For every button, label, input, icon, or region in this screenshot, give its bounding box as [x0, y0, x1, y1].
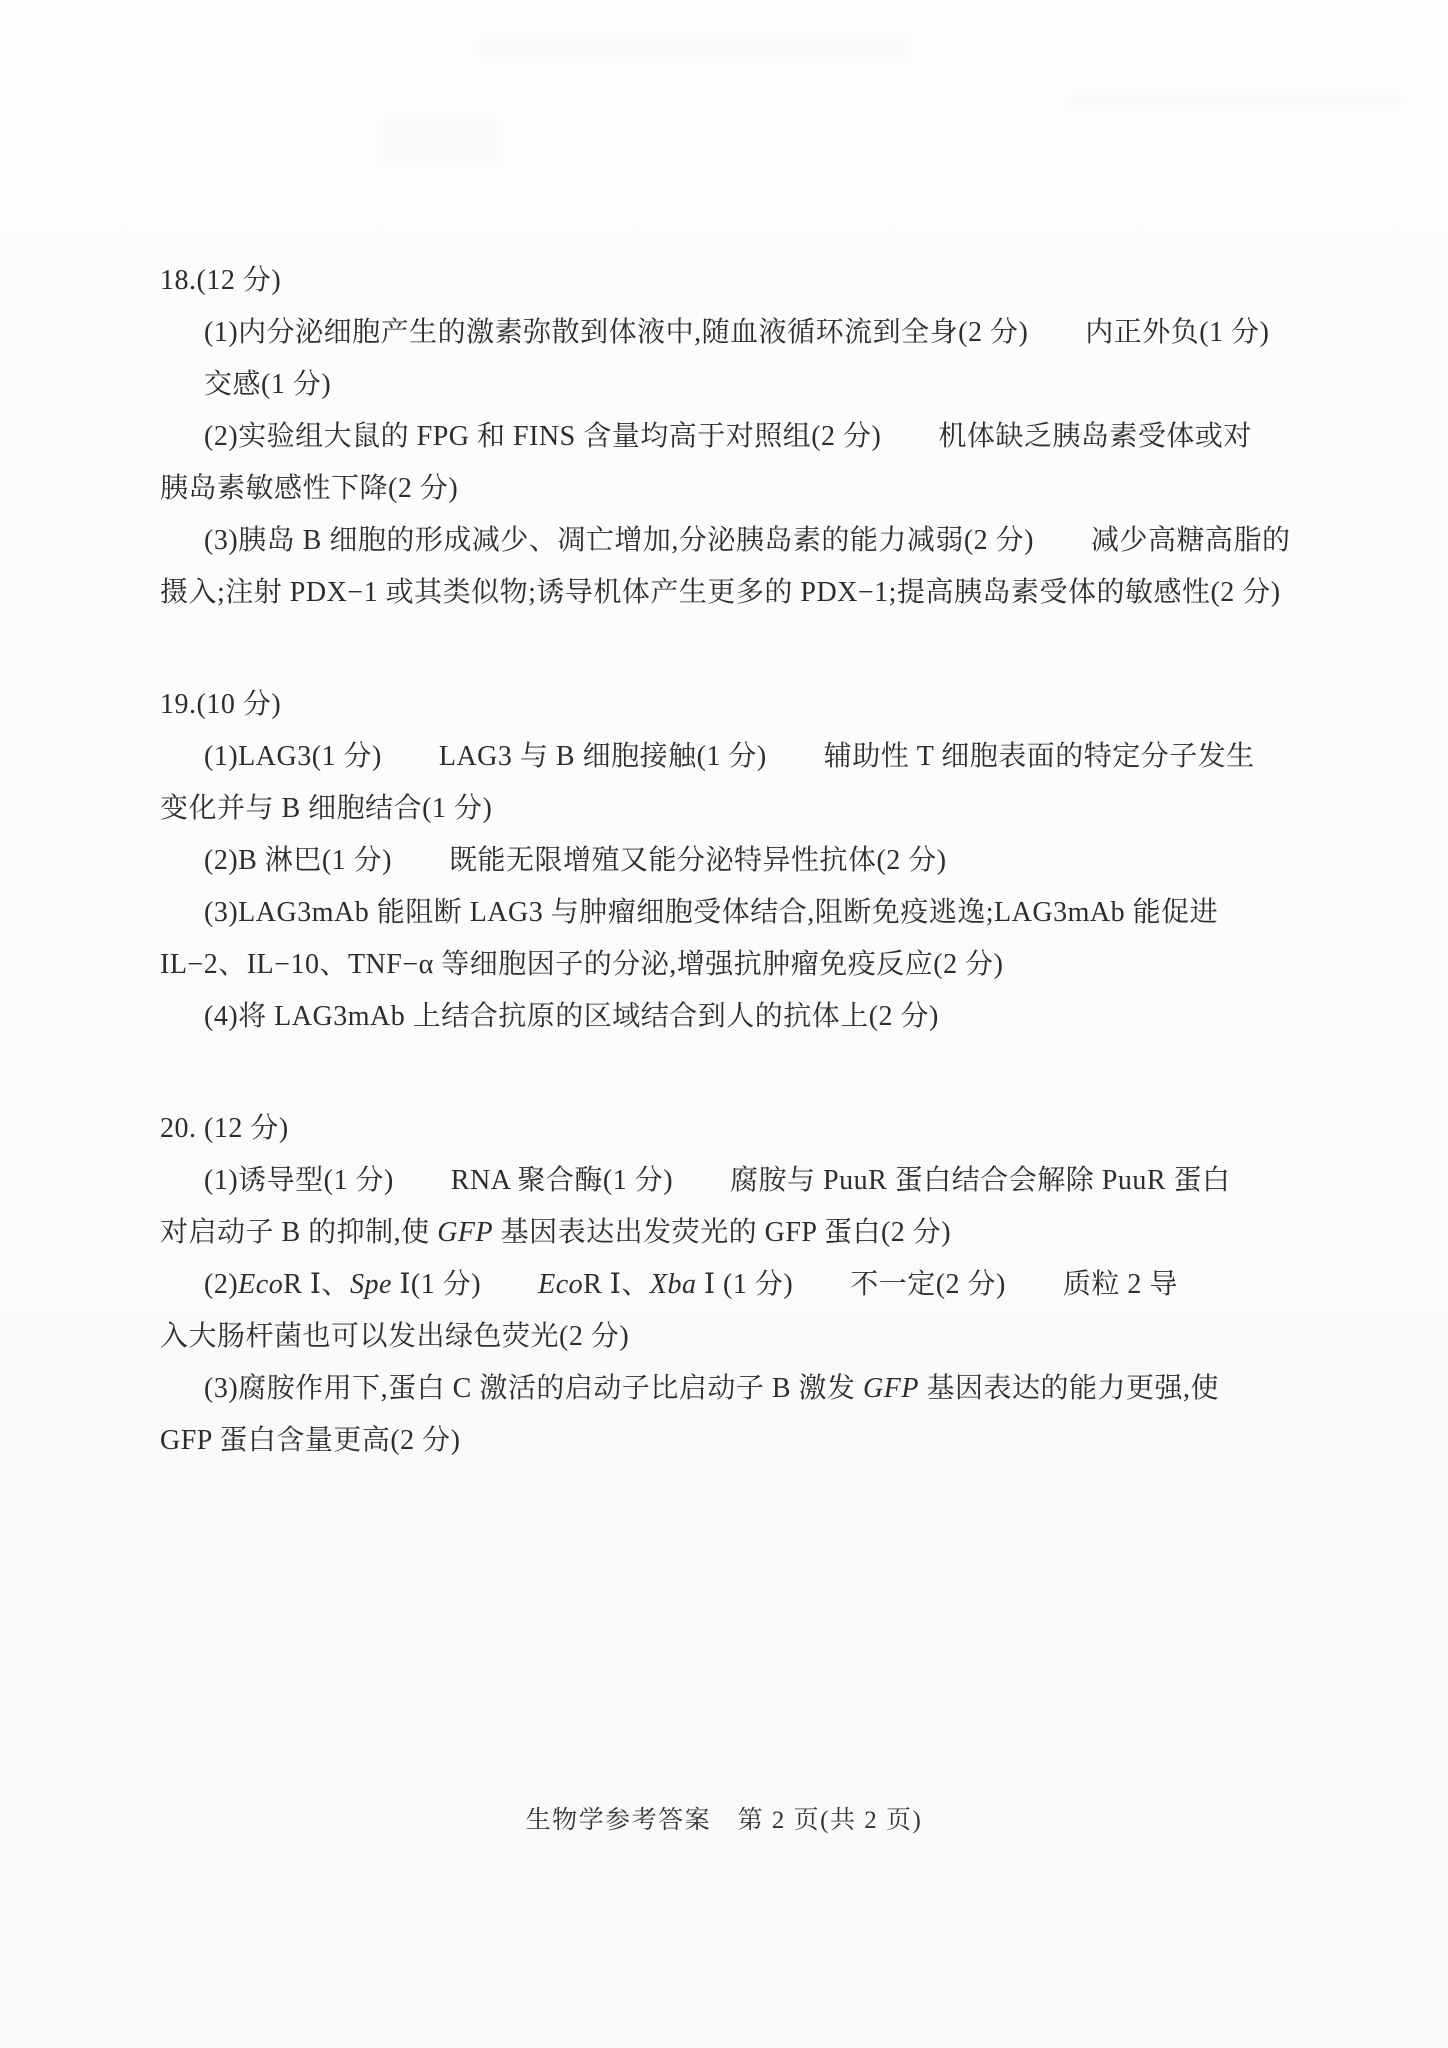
answer-line: 入大肠杆菌也可以发出绿色荧光(2 分)	[160, 1321, 630, 1352]
answer-line: 摄入;注射 PDX−1 或其类似物;诱导机体产生更多的 PDX−1;提高胰岛素受体的敏感性(2 分)	[160, 577, 1281, 608]
scan-bleed-artifact	[380, 120, 500, 160]
answer-line: 变化并与 B 细胞结合(1 分)	[160, 793, 493, 824]
question-18-block	[160, 255, 1308, 619]
answer-line: (3)腐胺作用下,蛋白 C 激活的启动子比启动子 B 激发 GFP 基因表达的能力更强,使	[204, 1373, 1219, 1404]
answer-line: (3)LAG3mAb 能阻断 LAG3 与肿瘤细胞受体结合,阻断免疫逃逸;LAG3mAb 能促进	[204, 897, 1219, 928]
answer-line: (1)诱导型(1 分) RNA 聚合酶(1 分) 腐胺与 PuuR 蛋白结合会解除 PuuR 蛋白	[204, 1165, 1231, 1196]
question-19-block	[160, 679, 1308, 1043]
answer-line: (2)EcoR Ⅰ、Spe Ⅰ(1 分) EcoR Ⅰ、Xba Ⅰ (1 分) 不一定(2 分) 质粒 2 导	[204, 1269, 1178, 1300]
question-20-answers	[160, 1155, 1308, 1467]
answer-line: 交感(1 分)	[204, 369, 332, 400]
question-19-heading: 19.(10 分)	[160, 689, 282, 720]
answer-line: (2)B 淋巴(1 分) 既能无限增殖又能分泌特异性抗体(2 分)	[204, 845, 947, 876]
answer-line: IL−2、IL−10、TNF−α 等细胞因子的分泌,增强抗肿瘤免疫反应(2 分)	[160, 949, 1004, 980]
question-18-heading: 18.(12 分)	[160, 265, 282, 296]
question-20-heading: 20. (12 分)	[160, 1113, 289, 1144]
answer-key-content	[160, 255, 1308, 1467]
page-footer: 生物学参考答案 第 2 页(共 2 页)	[525, 1807, 923, 1834]
question-19-answers	[160, 731, 1308, 1043]
answer-line: 胰岛素敏感性下降(2 分)	[160, 473, 459, 504]
answer-line: (3)胰岛 B 细胞的形成减少、凋亡增加,分泌胰岛素的能力减弱(2 分) 减少高糖高脂的	[204, 525, 1291, 556]
answer-line: (1)LAG3(1 分) LAG3 与 B 细胞接触(1 分) 辅助性 T 细胞表面的特定分子发生	[204, 741, 1255, 772]
scan-bleed-artifact	[1070, 95, 1400, 107]
answer-line: (1)内分泌细胞产生的激素弥散到体液中,随血液循环流到全身(2 分) 内正外负(1 分)	[204, 317, 1270, 348]
answer-line: 对启动子 B 的抑制,使 GFP 基因表达出发荧光的 GFP 蛋白(2 分)	[160, 1217, 952, 1248]
answer-line: (2)实验组大鼠的 FPG 和 FINS 含量均高于对照组(2 分) 机体缺乏胰岛素受体或对	[204, 421, 1252, 452]
question-20-block	[160, 1103, 1308, 1467]
scan-bleed-artifact	[480, 40, 910, 56]
answer-line: GFP 蛋白含量更高(2 分)	[160, 1425, 461, 1456]
answer-line: (4)将 LAG3mAb 上结合抗原的区域结合到人的抗体上(2 分)	[204, 1001, 939, 1032]
question-18-answers	[160, 307, 1308, 619]
